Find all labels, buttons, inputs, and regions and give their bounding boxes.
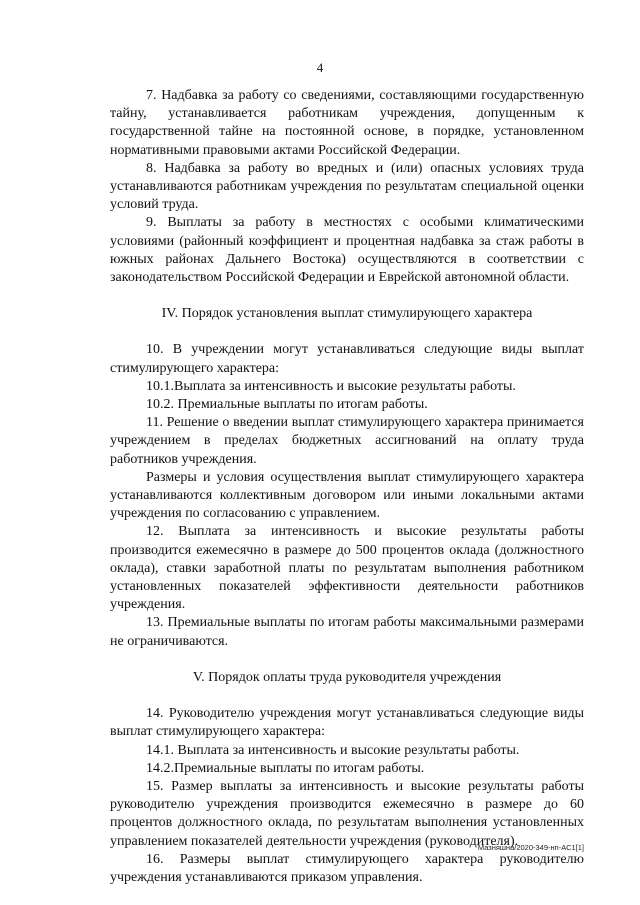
paragraph-15: 15. Размер выплаты за интенсивность и высокие результаты работы руководителю учреждения производится ежемесячно в размере до 60 процентов должностного оклада, по результатам выполнения установленных управлением показателей деятельности учреждения (руководителя). <box>110 778 584 849</box>
paragraph-11-sizes: Размеры и условия осуществления выплат стимулирующего характера устанавливаются коллективным договором или иными локальными актами учреждения по согласованию с управлением. <box>110 469 584 522</box>
paragraph-12: 12. Выплата за интенсивность и высокие результаты работы производится ежемесячно в размере до 500 процентов оклада (должностного оклада), ставки заработной платы по результатам выполнения работником установленных показателей эффективности деятельности работников учреждения. <box>110 524 584 613</box>
paragraph-14: 14. Руководителю учреждения могут устанавливаться следующие виды выплат стимулирующего характера: <box>110 706 584 740</box>
paragraph-14-2: 14.2.Премиальные выплаты по итогам работы. <box>146 760 425 776</box>
paragraph-16: 16. Размеры выплат стимулирующего характера руководителю учреждения устанавливаются приказом управления. <box>110 851 584 885</box>
paragraph-14-1: 14.1. Выплата за интенсивность и высокие результаты работы. <box>146 742 520 758</box>
page-number: 4 <box>316 60 324 75</box>
paragraph-10-2: 10.2. Премиальные выплаты по итогам работы. <box>146 397 428 413</box>
section-heading-5: V. Порядок оплаты труда руководителя учреждения <box>192 669 502 685</box>
paragraph-11: 11. Решение о введении выплат стимулирующего характера принимается учреждением в пределах бюджетных ассигнований на оплату труда работников учреждения. <box>110 415 584 467</box>
paragraph-10: 10. В учреждении могут устанавливаться следующие виды выплат стимулирующего характера: <box>110 342 584 376</box>
paragraph-7: 7. Надбавка за работу со сведениями, составляющими государственную тайну, устанавливается работникам учреждения, допущенным к государственной тайне на постоянной основе, в порядке, установленном нормативными правовыми актами Российской Федерации. <box>110 88 584 158</box>
paragraph-9: 9. Выплаты за работу в местностях с особыми климатическими условиями (районный коэффициент и процентная надбавка за стаж работы в южных районах Дальнего Востока) осуществляются в соответствии с законодательством Российской Федерации и Еврейской автономной области. <box>110 215 584 286</box>
paragraph-13: 13. Премиальные выплаты по итогам работы максимальными размерами не ограничиваются. <box>110 615 584 649</box>
paragraph-10-1: 10.1.Выплата за интенсивность и высокие результаты работы. <box>146 378 516 394</box>
paragraph-8: 8. Надбавка за работу во вредных и (или) опасных условиях труда устанавливаются работникам учреждения по результатам специальной оценки условий труда. <box>110 160 584 213</box>
document-body <box>110 87 584 887</box>
section-heading-4: IV. Порядок установления выплат стимулирующего характера <box>161 306 533 322</box>
footer-document-code: Мазняшна/2020-349-нп-АС1[1] <box>477 843 584 852</box>
